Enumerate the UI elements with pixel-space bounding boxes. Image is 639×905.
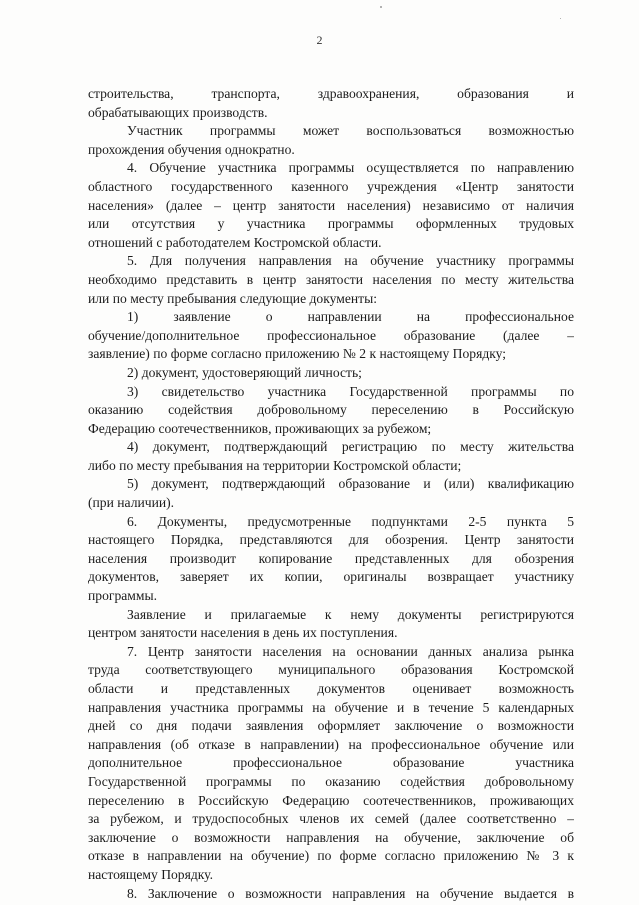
text-line: оказанию содействия добровольному переселению в Российскую: [88, 402, 574, 418]
text-line: настоящему Порядку.: [88, 866, 214, 882]
text-line: или по месту пребывания следующие документы:: [88, 290, 378, 306]
text-line: населения производит копирование представленных для обозрения: [88, 550, 574, 566]
text-line: Государственной программы по оказанию содействия добровольному: [88, 773, 574, 789]
text-line: Заявление и прилагаемые к нему документы регистрируются: [127, 606, 574, 622]
text-line: заявление) по форме согласно приложению № 2 к настоящему Порядку;: [88, 346, 507, 362]
text-line: за рубежом, и трудоспособных членов их семей (далее соответственно –: [88, 811, 574, 827]
text-line: 7. Центр занятости населения на основании данных анализа рынка: [127, 643, 574, 659]
text-line: направления (об отказе в направлении) на профессиональное обучение или: [88, 736, 574, 752]
text-line: направления участника программы на обучение и в течение 5 календарных: [88, 699, 574, 715]
scan-speck: [380, 6, 382, 8]
text-line: необходимо представить в центр занятости населения по месту жительства: [88, 271, 574, 287]
text-line: или отсутствия у участника программы оформленных трудовых: [88, 216, 574, 232]
text-line: центром занятости населения в день их поступления.: [88, 625, 398, 641]
text-line: отказе в направлении на обучение) по форме согласно приложению № 3 к: [88, 848, 574, 864]
text-line: 8. Заключение о возможности направления на обучение выдается в: [127, 885, 574, 901]
text-line: строительства, транспорта, здравоохранения, образования и: [88, 86, 574, 101]
text-line: документов, заверяет их копии, оригиналы возвращает участнику: [88, 569, 574, 585]
text-line: дней со дня подачи заявления оформляет заключение о возможности: [88, 718, 574, 734]
text-line: труда соответствующего муниципального образования Костромской: [88, 662, 574, 678]
text-line: Участник программы может воспользоваться возможностью: [127, 123, 574, 139]
text-line: 2) документ, удостоверяющий личность;: [127, 364, 362, 380]
scan-speck: [560, 18, 561, 19]
text-line: 3) свидетельство участника Государственной программы по: [127, 383, 574, 399]
page-number: 2: [316, 33, 323, 47]
text-line: переселению в Российскую Федерацию соотечественников, проживающих: [88, 792, 574, 808]
text-line: областного государственного казенного учреждения «Центр занятости: [88, 178, 574, 194]
text-line: программы.: [88, 588, 158, 604]
text-line: населения» (далее – центр занятости населения) независимо от наличия: [88, 197, 574, 213]
text-line: 4. Обучение участника программы осуществляется по направлению: [127, 160, 574, 176]
text-line: 4) документ, подтверждающий регистрацию по месту жительства: [127, 439, 574, 455]
text-line: 5. Для получения направления на обучение участнику программы: [127, 253, 574, 269]
text-line: дополнительное профессиональное образование участника: [88, 755, 574, 771]
text-line: настоящего Порядка, представляются для обозрения. Центр занятости: [88, 532, 574, 548]
text-line: заключение о возможности направления на обучение, заключение об: [88, 829, 574, 845]
text-line: либо по месту пребывания на территории Костромской области;: [88, 457, 462, 473]
text-line: обрабатывающих производств.: [88, 104, 268, 120]
text-line: 5) документ, подтверждающий образование и (или) квалификацию: [127, 476, 574, 492]
document-body: [88, 85, 574, 903]
text-line: обучение/дополнительное профессиональное образование (далее –: [88, 327, 574, 343]
text-line: прохождения обучения однократно.: [88, 141, 295, 157]
text-line: Федерацию соотечественников, проживающих за рубежом;: [88, 420, 432, 436]
text-line: 1) заявление о направлении на профессиональное: [127, 309, 574, 325]
text-line: отношений с работодателем Костромской области.: [88, 234, 382, 250]
text-line: 6. Документы, предусмотренные подпунктами 2-5 пункта 5: [127, 513, 574, 529]
text-line: (при наличии).: [88, 495, 175, 511]
text-line: области и представленных документов оценивает возможность: [88, 681, 574, 696]
